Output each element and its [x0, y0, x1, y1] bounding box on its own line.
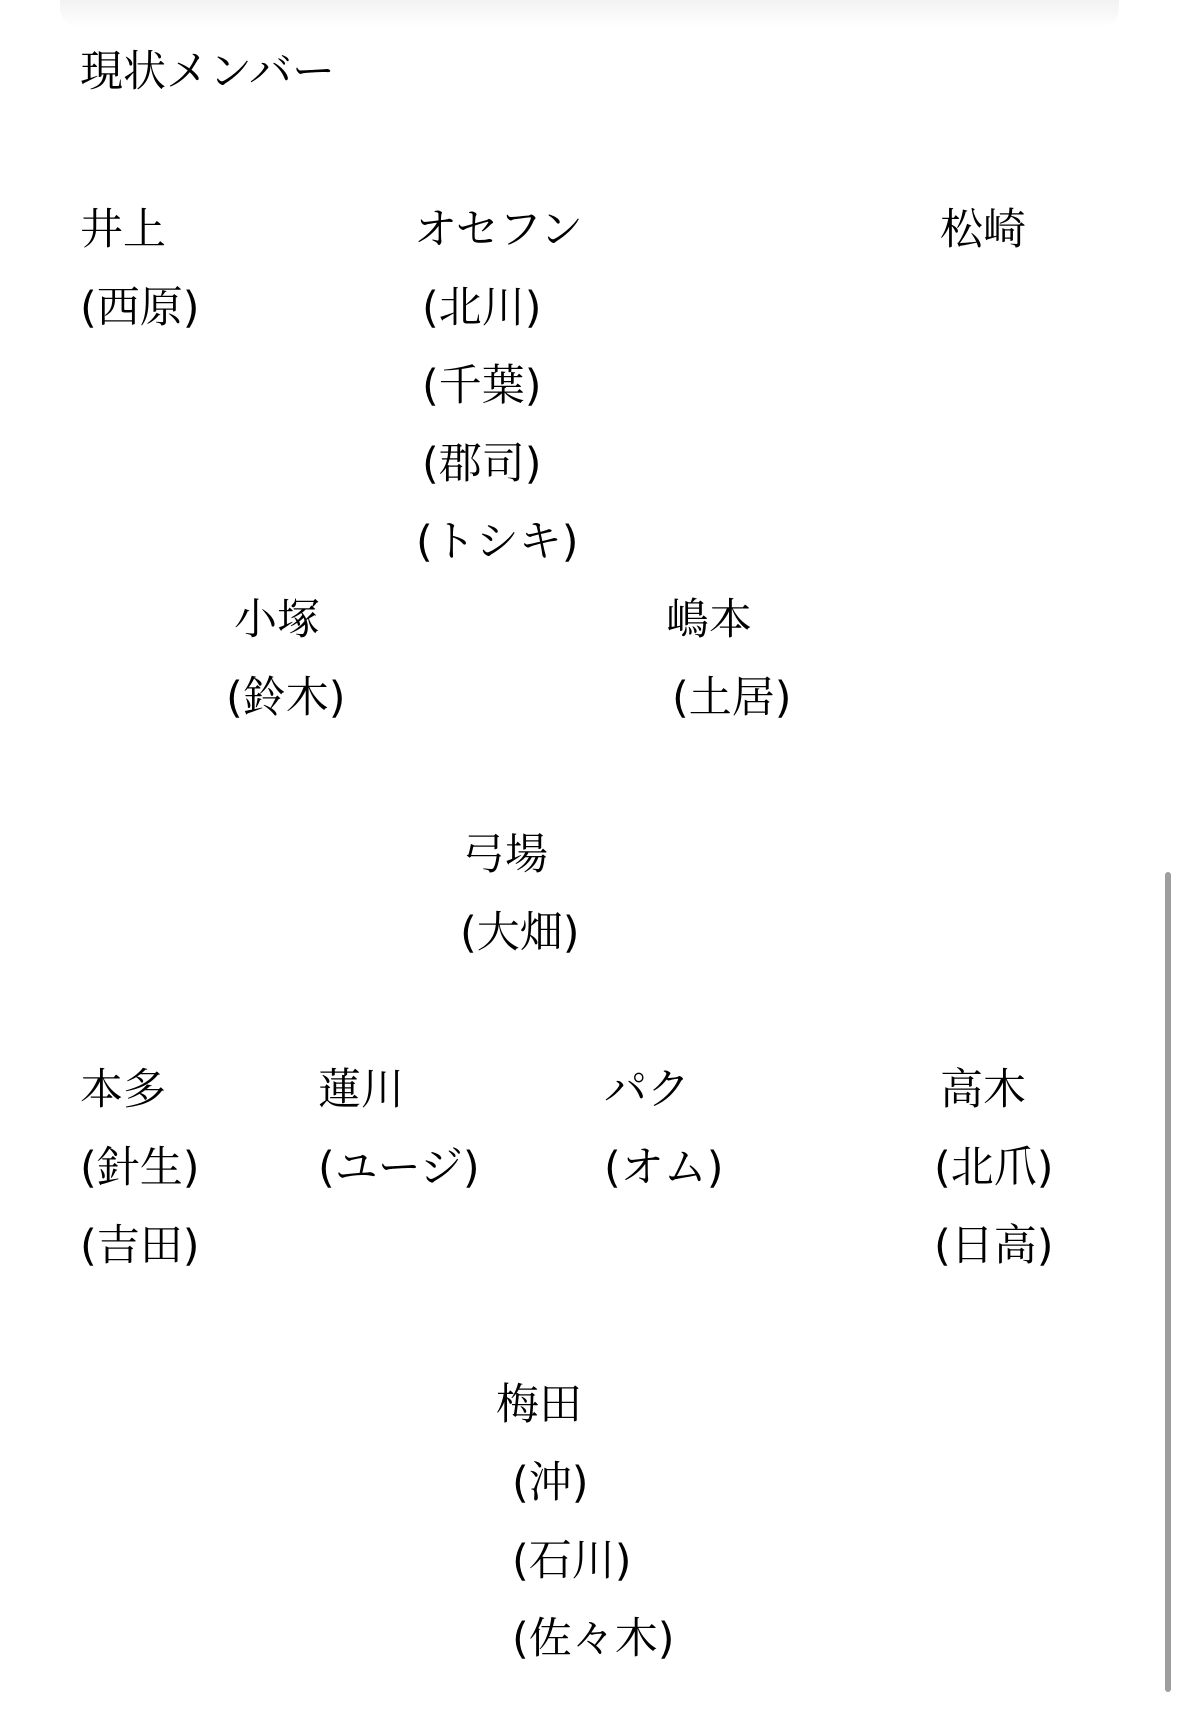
- member-sub: (日高): [934, 1221, 1054, 1271]
- member-sub: (北川): [422, 283, 542, 333]
- member-group-paku: [604, 1051, 724, 1207]
- member-name: 松崎: [940, 205, 1026, 255]
- member-sub: (土居): [672, 673, 792, 723]
- member-sub: (針生): [80, 1143, 200, 1193]
- top-fade: [60, 0, 1119, 28]
- member-sub: (大畑): [460, 908, 580, 958]
- member-name: オセフン: [414, 205, 583, 255]
- member-name: 弓場: [462, 830, 548, 880]
- member-group-inoue: [80, 191, 200, 347]
- member-group-takagi: [934, 1051, 1054, 1285]
- member-name: 蓮川: [318, 1065, 404, 1115]
- member-sub: (西原): [80, 283, 200, 333]
- member-group-umeda: [496, 1366, 675, 1678]
- member-group-honda: [80, 1051, 200, 1285]
- member-sub: (佐々木): [512, 1614, 675, 1664]
- page-title: 現状メンバー: [80, 47, 335, 97]
- member-name: 小塚: [234, 595, 320, 645]
- member-name: パク: [604, 1065, 690, 1115]
- member-sub: (郡司): [422, 439, 542, 489]
- member-group-osefun: [414, 191, 583, 581]
- member-sub: (鈴木): [226, 673, 346, 723]
- member-sub: (北爪): [934, 1143, 1054, 1193]
- member-sub: (千葉): [422, 361, 542, 411]
- member-sub: (吉田): [80, 1221, 200, 1271]
- member-sub: (石川): [512, 1536, 632, 1586]
- member-name: 高木: [940, 1065, 1026, 1115]
- member-sub: (ユージ): [318, 1143, 480, 1193]
- member-group-matsuzaki: [940, 191, 1026, 269]
- member-name: 梅田: [496, 1380, 582, 1430]
- member-group-shimamoto: [666, 581, 792, 737]
- member-group-hasukawa: [318, 1051, 480, 1207]
- member-group-kozuka: [226, 581, 346, 737]
- member-group-yuba: [462, 816, 580, 972]
- member-sub: (沖): [512, 1458, 589, 1508]
- member-sub: (トシキ): [416, 517, 579, 567]
- member-sub: (オム): [604, 1143, 724, 1193]
- member-name: 本多: [80, 1065, 166, 1115]
- member-name: 井上: [80, 205, 166, 255]
- member-name: 嶋本: [666, 595, 752, 645]
- vertical-scrollbar[interactable]: [1165, 872, 1171, 1692]
